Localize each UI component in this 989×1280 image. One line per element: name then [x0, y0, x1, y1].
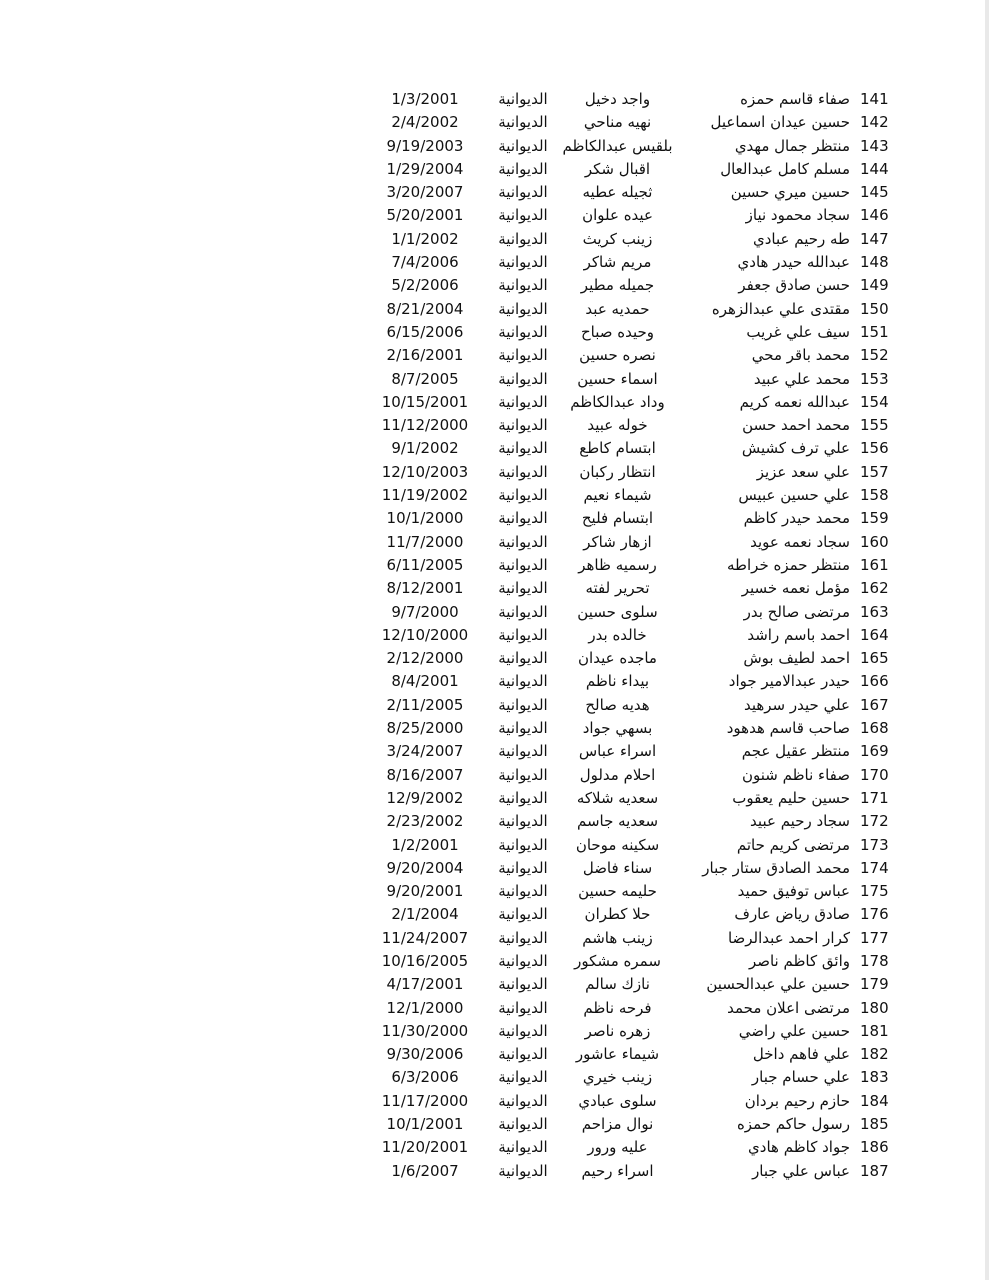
- row-number: 178: [860, 951, 889, 970]
- student-name: عباس علي جبار: [752, 1161, 850, 1180]
- table-row: [360, 484, 920, 507]
- table-row: [360, 274, 920, 297]
- table-row: [360, 1066, 920, 1089]
- student-name: عبدالله نعمه كريم: [739, 392, 850, 411]
- birth-date: 10/16/2005: [381, 951, 469, 970]
- student-name: علي ترف كشيش: [741, 439, 850, 458]
- student-name: علي حيدر سرهيد: [743, 695, 850, 714]
- table-row: [360, 927, 920, 950]
- student-name: مقتدى علي عبدالزهره: [711, 299, 850, 318]
- city: الديوانية: [498, 486, 548, 505]
- city: الديوانية: [498, 509, 548, 528]
- row-number: 143: [860, 136, 889, 155]
- student-name: صفاء ناظم شنون: [741, 765, 850, 784]
- city: الديوانية: [498, 579, 548, 598]
- mother-name: ابتسام فليح: [581, 509, 654, 528]
- city: الديوانية: [498, 788, 548, 807]
- birth-date: 1/1/2002: [391, 229, 459, 248]
- city: الديوانية: [498, 719, 548, 738]
- mother-name: انتظار ركبان: [579, 462, 656, 481]
- city: الديوانية: [498, 998, 548, 1017]
- city: الديوانية: [498, 555, 548, 574]
- mother-name: سناء فاضل: [582, 858, 653, 877]
- table-row: [360, 158, 920, 181]
- row-number: 184: [860, 1091, 889, 1110]
- birth-date: 2/23/2002: [386, 812, 464, 831]
- birth-date: 5/2/2006: [391, 276, 459, 295]
- birth-date: 11/20/2001: [381, 1138, 469, 1157]
- row-number: 165: [860, 649, 889, 668]
- mother-name: عيده علوان: [582, 206, 653, 225]
- student-name: محمد باقر محي: [751, 346, 850, 365]
- mother-name: اسراء عباس: [578, 742, 657, 761]
- city: الديوانية: [498, 1161, 548, 1180]
- city: الديوانية: [498, 159, 548, 178]
- city: الديوانية: [498, 882, 548, 901]
- row-number: 159: [860, 509, 889, 528]
- city: الديوانية: [498, 1115, 548, 1134]
- row-number: 169: [860, 742, 889, 761]
- row-number: 156: [860, 439, 889, 458]
- row-number: 161: [860, 555, 889, 574]
- birth-date: 12/1/2000: [386, 998, 464, 1017]
- birth-date: 11/24/2007: [381, 928, 469, 947]
- city: الديوانية: [498, 113, 548, 132]
- birth-date: 11/19/2002: [381, 486, 469, 505]
- table-row: [360, 903, 920, 926]
- student-name: كرار احمد عبدالرضا: [727, 928, 850, 947]
- row-number: 186: [860, 1138, 889, 1157]
- table-row: [360, 740, 920, 763]
- row-number: 154: [860, 392, 889, 411]
- city: الديوانية: [498, 858, 548, 877]
- student-name: مؤمل نعمه خسير: [741, 579, 850, 598]
- student-name: علي سعد عزيز: [756, 462, 850, 481]
- mother-name: ثجيله عطيه: [582, 183, 653, 202]
- student-name: طه رحيم عبادي: [752, 229, 850, 248]
- table-row: [360, 204, 920, 227]
- table-row: [360, 1136, 920, 1159]
- table-row: [360, 554, 920, 577]
- mother-name: سمره مشكور: [574, 951, 661, 970]
- birth-date: 10/1/2000: [386, 509, 464, 528]
- city: الديوانية: [498, 369, 548, 388]
- table-row: [360, 507, 920, 530]
- row-number: 157: [860, 462, 889, 481]
- student-name: حسين علي راضي: [738, 1021, 850, 1040]
- row-number: 179: [860, 975, 889, 994]
- mother-name: نهيه مناحي: [583, 113, 652, 132]
- student-name: حسين حليم يعقوب: [732, 788, 850, 807]
- mother-name: بلقيس عبدالكاظم: [562, 136, 673, 155]
- birth-date: 6/3/2006: [391, 1068, 459, 1087]
- student-name: مرتضى صالح بدر: [743, 602, 850, 621]
- birth-date: 10/1/2001: [386, 1115, 464, 1134]
- student-name: حسين ميري حسين: [730, 183, 850, 202]
- table-row: [360, 368, 920, 391]
- row-number: 183: [860, 1068, 889, 1087]
- student-name: رسول حاكم حمزه: [736, 1115, 850, 1134]
- birth-date: 3/24/2007: [386, 742, 464, 761]
- table-row: [360, 228, 920, 251]
- mother-name: خالده بدر: [588, 625, 647, 644]
- birth-date: 3/20/2007: [386, 183, 464, 202]
- birth-date: 12/10/2003: [381, 462, 469, 481]
- row-number: 160: [860, 532, 889, 551]
- city: الديوانية: [498, 1045, 548, 1064]
- student-name: جواد كاظم هادي: [748, 1138, 850, 1157]
- student-name: محمد احمد حسن: [742, 416, 850, 435]
- mother-name: زهره ناصر: [584, 1021, 651, 1040]
- table-row: [360, 88, 920, 111]
- table-row: [360, 577, 920, 600]
- mother-name: زينب هاشم: [582, 928, 653, 947]
- birth-date: 9/7/2000: [391, 602, 459, 621]
- birth-date: 11/12/2000: [381, 416, 469, 435]
- city: الديوانية: [498, 1068, 548, 1087]
- student-name: محمد الصادق ستار جبار: [702, 858, 850, 877]
- row-number: 155: [860, 416, 889, 435]
- table-row: [360, 810, 920, 833]
- city: الديوانية: [498, 1091, 548, 1110]
- city: الديوانية: [498, 416, 548, 435]
- birth-date: 9/1/2002: [391, 439, 459, 458]
- city: الديوانية: [498, 439, 548, 458]
- row-number: 185: [860, 1115, 889, 1134]
- mother-name: اسماء حسين: [577, 369, 658, 388]
- row-number: 163: [860, 602, 889, 621]
- mother-name: شيماء نعيم: [583, 486, 652, 505]
- city: الديوانية: [498, 625, 548, 644]
- row-number: 164: [860, 625, 889, 644]
- table-row: [360, 857, 920, 880]
- table-row: [360, 950, 920, 973]
- birth-date: 9/20/2004: [386, 858, 464, 877]
- table-row: [360, 531, 920, 554]
- city: الديوانية: [498, 136, 548, 155]
- student-name: حسين علي عبدالحسين: [706, 975, 850, 994]
- table-row: [360, 717, 920, 740]
- row-number: 174: [860, 858, 889, 877]
- mother-name: سلوى عبادي: [578, 1091, 657, 1110]
- student-name: منتظر حمزه خراطه: [727, 555, 850, 574]
- mother-name: اسراء رحيم: [581, 1161, 654, 1180]
- mother-name: سكينه موحان: [575, 835, 660, 854]
- mother-name: مريم شاكر: [583, 253, 652, 272]
- mother-name: ماجده عيدان: [578, 649, 657, 668]
- birth-date: 12/10/2000: [381, 625, 469, 644]
- mother-name: واجد دخيل: [584, 90, 651, 108]
- row-number: 142: [860, 113, 889, 132]
- row-number: 172: [860, 812, 889, 831]
- birth-date: 2/4/2002: [391, 113, 459, 132]
- row-number: 168: [860, 719, 889, 738]
- birth-date: 10/15/2001: [381, 392, 469, 411]
- mother-name: هديه صالح: [585, 695, 650, 714]
- city: الديوانية: [498, 90, 548, 108]
- table-row: [360, 834, 920, 857]
- birth-date: 1/3/2001: [391, 90, 459, 108]
- row-number: 182: [860, 1045, 889, 1064]
- row-number: 148: [860, 253, 889, 272]
- student-name: عباس توفيق حميد: [737, 882, 850, 901]
- table-row: [360, 601, 920, 624]
- table-row: [360, 321, 920, 344]
- table-row: [360, 1090, 920, 1113]
- student-name: حازم رحيم بردان: [744, 1091, 850, 1110]
- mother-name: زينب خيري: [582, 1068, 653, 1087]
- student-name: حيدر عبدالامير جواد: [728, 672, 850, 691]
- row-number: 187: [860, 1161, 889, 1180]
- names-table: [360, 88, 920, 1183]
- table-row: [360, 1160, 920, 1183]
- row-number: 158: [860, 486, 889, 505]
- mother-name: نازك سالم: [585, 975, 650, 994]
- city: الديوانية: [498, 322, 548, 341]
- birth-date: 7/4/2006: [391, 253, 459, 272]
- mother-name: بيداء ناظم: [585, 672, 650, 691]
- mother-name: احلام مدلول: [579, 765, 656, 784]
- birth-date: 9/20/2001: [386, 882, 464, 901]
- birth-date: 5/20/2001: [386, 206, 464, 225]
- row-number: 151: [860, 322, 889, 341]
- mother-name: حليمه حسين: [578, 882, 657, 901]
- table-row: [360, 1113, 920, 1136]
- city: الديوانية: [498, 299, 548, 318]
- city: الديوانية: [498, 206, 548, 225]
- student-name: محمد حيدر كاظم: [743, 509, 850, 528]
- row-number: 173: [860, 835, 889, 854]
- birth-date: 2/16/2001: [386, 346, 464, 365]
- page-edge: [985, 0, 989, 1280]
- mother-name: ازهار شاكر: [583, 532, 652, 551]
- birth-date: 11/7/2000: [386, 532, 464, 551]
- city: الديوانية: [498, 462, 548, 481]
- row-number: 152: [860, 346, 889, 365]
- birth-date: 4/17/2001: [386, 975, 464, 994]
- table-row: [360, 135, 920, 158]
- birth-date: 12/9/2002: [386, 788, 464, 807]
- row-number: 149: [860, 276, 889, 295]
- city: الديوانية: [498, 812, 548, 831]
- student-name: عبدالله حيدر هادي: [737, 253, 850, 272]
- city: الديوانية: [498, 346, 548, 365]
- student-name: علي حسام جبار: [751, 1068, 850, 1087]
- row-number: 171: [860, 788, 889, 807]
- mother-name: نصره حسين: [579, 346, 656, 365]
- table-row: [360, 391, 920, 414]
- student-name: احمد باسم راشد: [747, 625, 850, 644]
- birth-date: 8/25/2000: [386, 719, 464, 738]
- student-name: مرتضى كريم حاتم: [736, 835, 850, 854]
- birth-date: 1/2/2001: [391, 835, 459, 854]
- mother-name: سلوى حسين: [577, 602, 658, 621]
- row-number: 175: [860, 882, 889, 901]
- city: الديوانية: [498, 183, 548, 202]
- city: الديوانية: [498, 1138, 548, 1157]
- birth-date: 9/19/2003: [386, 136, 464, 155]
- row-number: 180: [860, 998, 889, 1017]
- mother-name: بسهي جواد: [582, 719, 653, 738]
- student-name: منتظر عقيل عجم: [741, 742, 850, 761]
- table-row: [360, 414, 920, 437]
- row-number: 162: [860, 579, 889, 598]
- birth-date: 8/7/2005: [391, 369, 459, 388]
- student-name: حسين عيدان اسماعيل: [710, 113, 850, 132]
- student-name: صادق رياض عارف: [734, 905, 850, 924]
- mother-name: فرحه ناظم: [583, 998, 652, 1017]
- mother-name: شيماء عاشور: [575, 1045, 660, 1064]
- table-row: [360, 437, 920, 460]
- city: الديوانية: [498, 602, 548, 621]
- mother-name: تحرير لفته: [585, 579, 650, 598]
- birth-date: 1/29/2004: [386, 159, 464, 178]
- row-number: 177: [860, 928, 889, 947]
- city: الديوانية: [498, 928, 548, 947]
- table-row: [360, 251, 920, 274]
- table-row: [360, 298, 920, 321]
- mother-name: وحيده صباح: [580, 322, 655, 341]
- table-row: [360, 694, 920, 717]
- row-number: 166: [860, 672, 889, 691]
- row-number: 181: [860, 1021, 889, 1040]
- student-name: وائق كاظم ناصر: [748, 951, 850, 970]
- city: الديوانية: [498, 695, 548, 714]
- birth-date: 9/30/2006: [386, 1045, 464, 1064]
- student-name: محمد علي عبيد: [753, 369, 850, 388]
- birth-date: 6/11/2005: [386, 555, 464, 574]
- table-row: [360, 670, 920, 693]
- birth-date: 2/1/2004: [391, 905, 459, 924]
- birth-date: 8/21/2004: [386, 299, 464, 318]
- row-number: 167: [860, 695, 889, 714]
- birth-date: 8/4/2001: [391, 672, 459, 691]
- table-row: [360, 1020, 920, 1043]
- student-name: حسن صادق جعفر: [738, 276, 850, 295]
- mother-name: عليه ورور: [587, 1138, 648, 1157]
- table-row: [360, 624, 920, 647]
- mother-name: نوال مزاحم: [581, 1115, 654, 1134]
- table-row: [360, 973, 920, 996]
- mother-name: خوله عبيد: [587, 416, 648, 435]
- mother-name: سعديه جاسم: [576, 812, 659, 831]
- birth-date: 11/30/2000: [381, 1021, 469, 1040]
- city: الديوانية: [498, 276, 548, 295]
- city: الديوانية: [498, 951, 548, 970]
- table-row: [360, 647, 920, 670]
- birth-date: 2/12/2000: [386, 649, 464, 668]
- birth-date: 1/6/2007: [391, 1161, 459, 1180]
- city: الديوانية: [498, 835, 548, 854]
- birth-date: 8/16/2007: [386, 765, 464, 784]
- mother-name: سعديه شلاكه: [576, 788, 659, 807]
- city: الديوانية: [498, 905, 548, 924]
- student-name: مرتضى اعلان محمد: [727, 998, 850, 1017]
- table-row: [360, 111, 920, 134]
- student-name: سجاد رحيم عبيد: [750, 812, 850, 831]
- mother-name: وداد عبدالكاظم: [570, 392, 665, 411]
- mother-name: ابتسام كاطع: [579, 439, 656, 458]
- city: الديوانية: [498, 742, 548, 761]
- mother-name: حمديه عبد: [585, 299, 650, 318]
- city: الديوانية: [498, 229, 548, 248]
- row-number: 150: [860, 299, 889, 318]
- student-name: منتظر جمال مهدي: [734, 136, 850, 155]
- student-name: احمد لطيف بوش: [743, 649, 850, 668]
- table-row: [360, 787, 920, 810]
- mother-name: رسميه ظاهر: [578, 555, 657, 574]
- table-row: [360, 997, 920, 1020]
- mother-name: حلا كطران: [584, 905, 651, 924]
- table-row: [360, 1043, 920, 1066]
- table-row: [360, 344, 920, 367]
- student-name: سجاد محمود نياز: [745, 206, 850, 225]
- row-number: 146: [860, 206, 889, 225]
- row-number: 141: [860, 90, 889, 108]
- mother-name: جميله مطير: [580, 276, 655, 295]
- student-name: صفاء قاسم حمزه: [740, 90, 850, 108]
- student-name: علي فاهم داخل: [752, 1045, 850, 1064]
- student-name: علي حسين عبيس: [738, 486, 850, 505]
- student-name: مسلم كامل عبدالعال: [720, 159, 850, 178]
- mother-name: زينب كريث: [582, 229, 653, 248]
- row-number: 145: [860, 183, 889, 202]
- city: الديوانية: [498, 253, 548, 272]
- city: الديوانية: [498, 975, 548, 994]
- city: الديوانية: [498, 672, 548, 691]
- city: الديوانية: [498, 392, 548, 411]
- table-row: [360, 181, 920, 204]
- student-name: صاحب قاسم هدهود: [726, 719, 850, 738]
- table-row: [360, 880, 920, 903]
- birth-date: 8/12/2001: [386, 579, 464, 598]
- row-number: 153: [860, 369, 889, 388]
- table-row: [360, 461, 920, 484]
- city: الديوانية: [498, 532, 548, 551]
- birth-date: 2/11/2005: [386, 695, 464, 714]
- table-row: [360, 764, 920, 787]
- birth-date: 6/15/2006: [386, 322, 464, 341]
- mother-name: اقبال شكر: [584, 159, 651, 178]
- row-number: 176: [860, 905, 889, 924]
- student-name: سجاد نعمه عويد: [750, 532, 850, 551]
- city: الديوانية: [498, 649, 548, 668]
- student-name: سيف علي غريب: [746, 322, 850, 341]
- row-number: 147: [860, 229, 889, 248]
- city: الديوانية: [498, 765, 548, 784]
- city: الديوانية: [498, 1021, 548, 1040]
- row-number: 144: [860, 159, 889, 178]
- row-number: 170: [860, 765, 889, 784]
- birth-date: 11/17/2000: [381, 1091, 469, 1110]
